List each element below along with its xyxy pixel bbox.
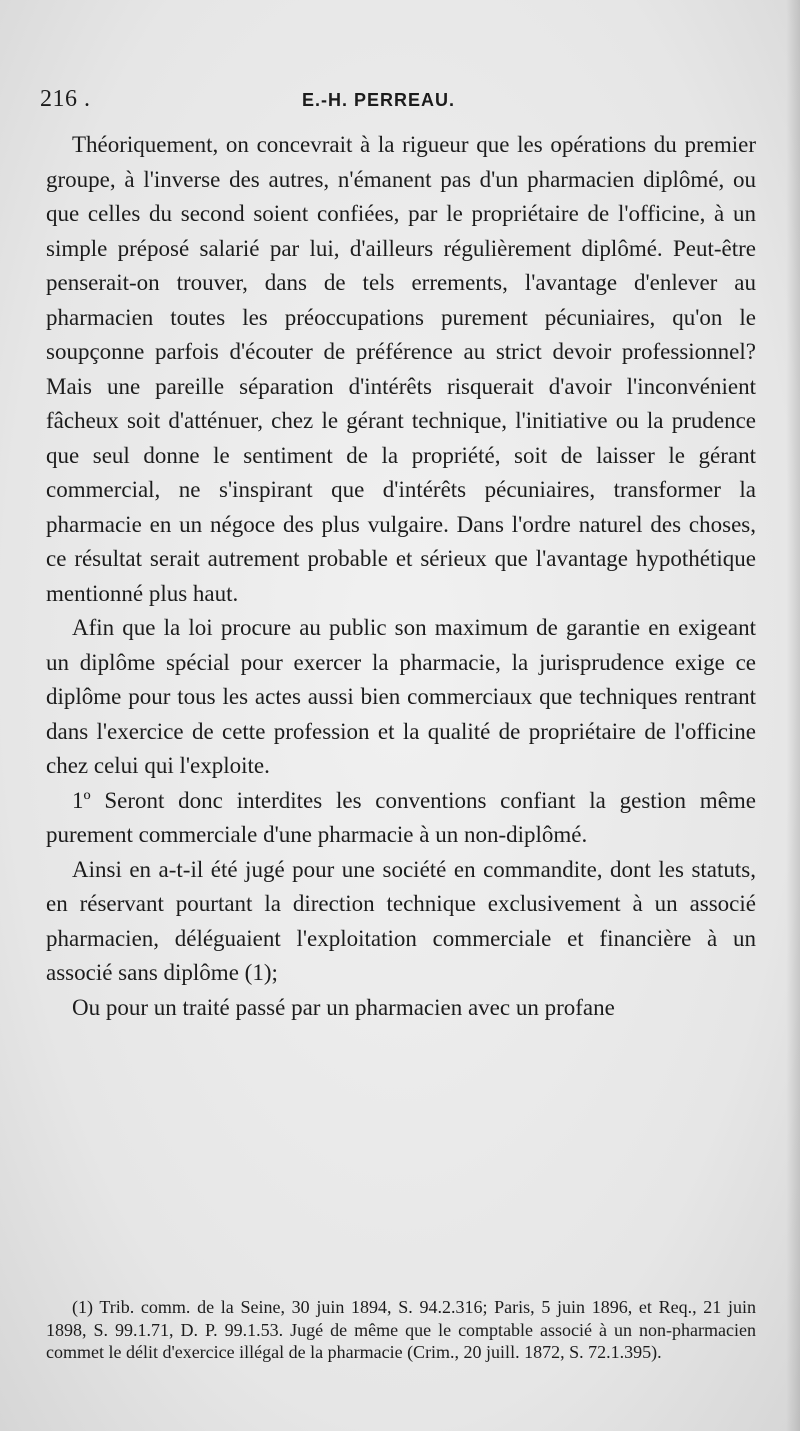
page-edge-shadow: [786, 0, 800, 1431]
page-number: [40, 86, 91, 113]
paragraph: Afin que la loi procure au public son maximum de garantie en exigeant un diplôme spécial pour exercer la pharmacie, la jurisprudence exige ce diplôme pour tous les actes aussi bien commerciaux que techniques rentrant dans l'exercice de cette profession et la qualité de propriétaire de l'officine chez celui qui l'exploite.: [46, 615, 756, 778]
running-head: E.-H. PERREAU.: [302, 90, 456, 110]
paragraph: Théoriquement, on concevrait à la rigueur que les opérations du premier groupe, à l'inverse des autres, n'émanent pas d'un pharmacien diplômé, ou que celles du second soient confiées, par le propriétaire de l'officine, à un simple préposé salarié par lui, d'ailleurs régulièrement diplômé. Peut-être penserait-on trouver, dans de tels errements, l'avantage d'enlever au pharmacien toutes les préoccupations purement pécuniaires, qu'on le soupçonne parfois d'écouter de préférence au strict devoir professionnel? Mais une pareille séparation d'intérêts risquerait d'avoir l'inconvénient fâcheux soit d'atténuer, chez le gérant technique, l'initiative ou la prudence que seul donne le sentiment de la propriété, soit de laisser le gérant commercial, ne s'inspirant que d'intérêts pécuniaires, transformer la pharmacie en un négoce des plus vulgaire. Dans l'ordre naturel des choses, ce résultat serait autrement probable et sérieux que l'avantage hypothétique mentionné plus haut.: [46, 132, 756, 606]
page-header: [40, 86, 760, 116]
page-number-value: 216: [40, 86, 78, 112]
footnotes: [46, 1296, 756, 1364]
paragraph: Ainsi en a-t-il été jugé pour une société en commandite, dont les statuts, en réservant pourtant la direction technique exclusivement à un associé pharmacien, déléguaient l'exploitation commerciale et financière à un associé sans diplôme (1);: [46, 856, 756, 985]
footnote: (1) Trib. comm. de la Seine, 30 juin 1894, S. 94.2.316; Paris, 5 juin 1896, et Req., 21 juin 1898, S. 99.1.71, D. P. 99.1.53. Jugé de même que le comptable associé à un non-pharmacien commet le délit d'exercice illégal de la pharmacie (Crim., 20 juill. 1872, S. 72.1.395).: [46, 1297, 756, 1362]
page-number-separator: .: [84, 86, 91, 112]
paragraph: Ou pour un traité passé par un pharmacien avec un profane: [72, 994, 615, 1020]
body-text: [46, 128, 756, 1025]
paragraph: 1º Seront donc interdites les conventions confiant la gestion même purement commerciale d'une pharmacie à un non-diplômé.: [46, 787, 756, 847]
